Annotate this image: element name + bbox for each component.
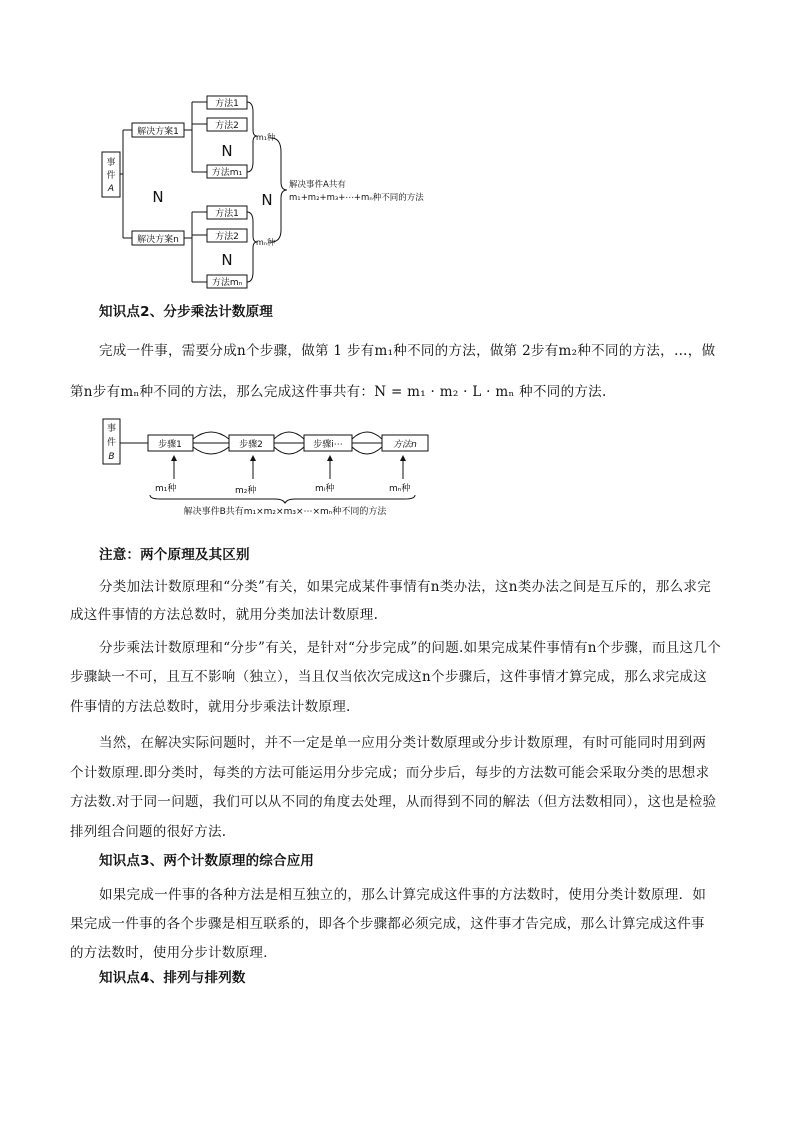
plan-1-label: 解决方案1 — [137, 127, 179, 137]
kp2-line-1: 完成一件事，需要分成n个步骤，做第 1 步有m₁种不同的方法，做第 2步有m₂种不同的方法，…，做 — [99, 343, 716, 359]
kp2-title: 知识点2、分步乘法计数原理 — [99, 304, 273, 320]
event-b-char-2: 件 — [106, 438, 117, 448]
note-p1-line-1: 分类加法计数原理和“分类”有关，如果完成某件事情有n类办法，这n类办法之间是互斥的，那么求完 — [99, 579, 711, 595]
event-b-char-3: B — [108, 452, 115, 462]
step-i: 步骤i⋯ — [313, 440, 343, 450]
note-p3-line-3: 方法数.对于同一问题，我们可以从不同的角度去处理，从而得到不同的解法（但方法数相同），这也是检验 — [70, 794, 717, 810]
kp3-line-3: 的方法数时，使用分步计数原理． — [70, 945, 277, 961]
mn-kinds-label: mₙ种 — [256, 238, 275, 247]
result-line-1: 解决事件A共有 — [289, 180, 346, 190]
kp4-title: 知识点4、排列与排列数 — [99, 970, 246, 986]
note-p2-line-1: 分步乘法计数原理和“分步”有关，是针对“分步完成”的问题.如果完成某件事情有n个步骤，而且这几个 — [99, 640, 721, 656]
ellipsis-braces: N — [261, 191, 273, 209]
bottom-method-m: 方法mₙ — [211, 278, 243, 288]
bottom-method-2: 方法2 — [215, 232, 239, 242]
note-p2-line-2: 步骤缺一不可，且互不影响（独立），当且仅当依次完成这n个步骤后，这件事情才算完成，那么求完成这 — [70, 669, 708, 685]
result-b: 解决事件B共有m₁×m₂×m₃×⋯×mₙ种不同的方法 — [183, 507, 387, 517]
kind-label-n: mₙ种 — [389, 484, 411, 494]
note-p3-line-1: 当然，在解决实际问题时，并不一定是单一应用分类计数原理或分步计数原理，有时可能同时用到两 — [99, 735, 707, 751]
event-a-char-1: 事 — [106, 158, 116, 168]
kind-label-1: m₁种 — [155, 484, 177, 494]
event-b-char-1: 事 — [106, 424, 117, 434]
note-p3-line-4: 排列组合问题的很好方法. — [70, 824, 227, 840]
plan-n-label: 解决方案n — [137, 235, 179, 245]
note-title: 注意：两个原理及其区别 — [99, 547, 250, 563]
kind-label-2: m₂种 — [235, 486, 257, 496]
m1-kinds-label: m₁种 — [256, 133, 275, 142]
addition-principle-diagram — [95, 90, 455, 295]
kp2-line-2: 第n步有mₙ种不同的方法，那么完成这件事共有：N = m₁ · m₂ · L · mₙ 种不同的方法. — [70, 384, 607, 400]
top-method-2: 方法2 — [215, 121, 239, 131]
kp3-line-1: 如果完成一件事的各种方法是相互独立的，那么计算完成这件事的方法数时，使用分类计数原理．如 — [99, 887, 707, 903]
top-method-m: 方法m₁ — [211, 168, 243, 178]
ellipsis-bottom-methods: N — [221, 251, 233, 269]
bottom-method-1: 方法1 — [215, 209, 239, 219]
note-p2-line-3: 件事情的方法总数时，就用分步乘法计数原理. — [70, 699, 351, 715]
event-a-char-3: A — [107, 184, 115, 194]
top-method-1: 方法1 — [215, 99, 239, 109]
step-n: 方法n — [393, 440, 417, 450]
ellipsis-top-methods: N — [221, 142, 233, 160]
kp3-line-2: 果完成一件事的各个步骤是相互联系的，即各个步骤都必须完成，这件事才告完成，那么计算完成这件事 — [70, 916, 705, 932]
step-1: 步骤1 — [158, 440, 182, 450]
multiplication-principle-diagram — [95, 415, 440, 520]
kp3-title: 知识点3、两个计数原理的综合应用 — [99, 853, 315, 869]
ellipsis-plans: N — [152, 188, 164, 206]
note-p1-line-2: 成这件事情的方法总数时，就用分类加法计数原理. — [70, 607, 379, 623]
event-a-char-2: 件 — [106, 171, 116, 181]
kind-label-i: mᵢ种 — [315, 484, 335, 494]
step-2: 步骤2 — [239, 440, 263, 450]
result-line-2: m₁+m₂+m₃+⋯+mₙ种不同的方法 — [289, 193, 424, 203]
note-p3-line-2: 个计数原理.即分类时，每类的方法可能运用分步完成；而分步后，每步的方法数可能会采取分类的思想求 — [70, 765, 710, 781]
